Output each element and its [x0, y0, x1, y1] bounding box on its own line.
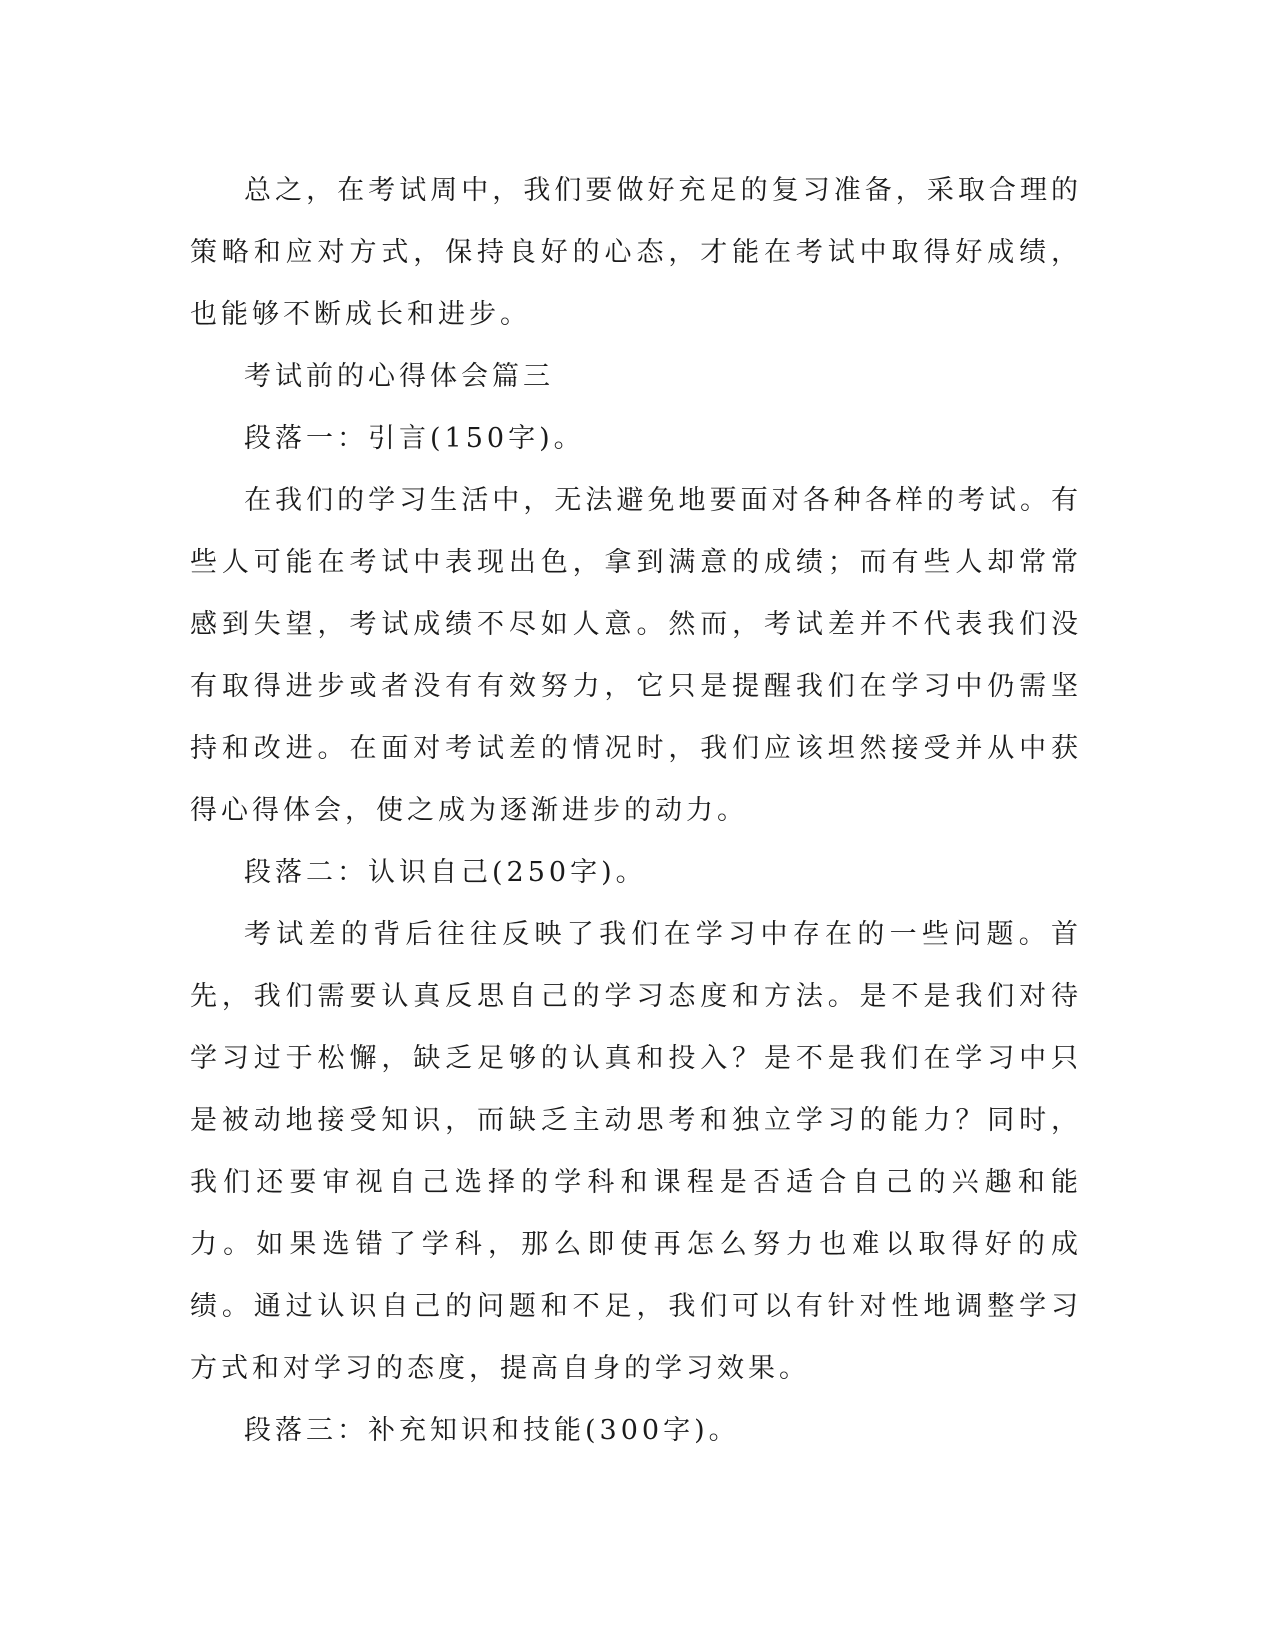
paragraph-two-heading: 段落二：认识自己(250字)。	[244, 857, 647, 888]
paragraph-one-heading: 段落一：引言(150字)。	[244, 423, 585, 454]
self-awareness-paragraph: 考试差的背后往往反映了我们在学习中存在的一些问题。首先，我们需要认真反思自己的学习态度和方法。是不是我们对待学习过于松懈，缺乏足够的认真和投入？是不是我们在学习中只是被动地接受知识，而缺乏主动思考和独立学习的能力？同时，我们还要审视自己选择的学科和课程是否适合自己的兴趣和能力。如果选错了学科，那么即使再怎么努力也难以取得好的成绩。通过认识自己的问题和不足，我们可以有针对性地调整学习方式和对学习的态度，提高自身的学习效果。	[190, 919, 1082, 1384]
paragraph-three-heading: 段落三：补充知识和技能(300字)。	[244, 1415, 740, 1446]
conclusion-paragraph: 总之，在考试周中，我们要做好充足的复习准备，采取合理的策略和应对方式，保持良好的心态，才能在考试中取得好成绩，也能够不断成长和进步。	[190, 175, 1082, 330]
introduction-paragraph: 在我们的学习生活中，无法避免地要面对各种各样的考试。有些人可能在考试中表现出色，拿到满意的成绩；而有些人却常常感到失望，考试成绩不尽如人意。然而，考试差并不代表我们没有取得进步或者没有有效努力，它只是提醒我们在学习中仍需坚持和改进。在面对考试差的情况时，我们应该坦然接受并从中获得心得体会，使之成为逐渐进步的动力。	[190, 485, 1082, 826]
section-title: 考试前的心得体会篇三	[244, 361, 554, 392]
document-body	[190, 160, 1082, 1462]
